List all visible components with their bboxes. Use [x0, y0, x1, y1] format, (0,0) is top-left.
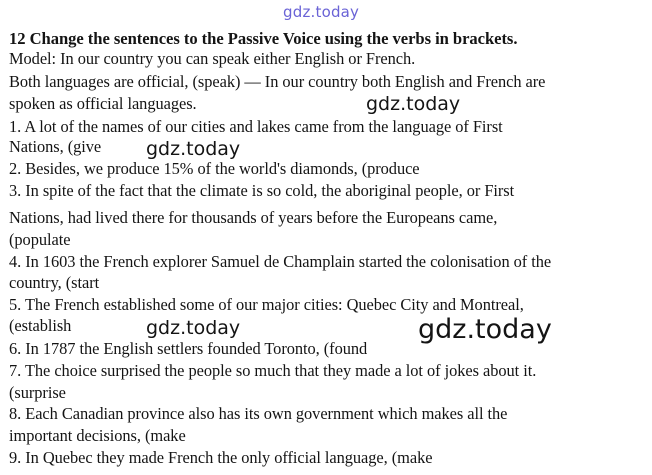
watermark-2: gdz.today [146, 138, 241, 160]
item-7-line-1: 7. The choice surprised the people so much that they made a lot of jokes about it. [9, 361, 537, 380]
item-5-line-1: 5. The French established some of our major cities: Quebec City and Montreal, [9, 295, 524, 314]
item-1-line-2: Nations, (give [9, 137, 102, 156]
watermark-top: gdz.today [283, 3, 360, 21]
item-8-line-1: 8. Each Canadian province also has its own government which makes all the [9, 404, 508, 423]
item-1-line-1: 1. A lot of the names of our cities and lakes came from the language of First [9, 117, 503, 136]
item-3-line-3: (populate [9, 230, 71, 249]
item-6-line-1: 6. In 1787 the English settlers founded Toronto, (found [9, 339, 368, 358]
item-4-line-1: 4. In 1603 the French explorer Samuel de Champlain started the colonisation of the [9, 252, 552, 271]
watermark-1: gdz.today [366, 93, 461, 115]
item-8-line-2: important decisions, (make [9, 426, 186, 445]
item-9-line-1: 9. In Quebec they made French the only official language, (make [9, 448, 433, 467]
item-4-line-2: country, (start [9, 273, 100, 292]
model-line: Model: In our country you can speak either English or French. [9, 49, 416, 68]
model-example-line: Both languages are official, (speak) — In our country both English and French are [9, 72, 546, 91]
exercise-title: 12 Change the sentences to the Passive Voice using the verbs in brackets. [9, 29, 518, 48]
item-2-line-1: 2. Besides, we produce 15% of the world's diamonds, (produce [9, 159, 420, 178]
item-3-line-1: 3. In spite of the fact that the climate is so cold, the aboriginal people, or First [9, 181, 515, 200]
item-5-line-2: (establish [9, 316, 72, 335]
model-answer-line: spoken as official languages. [9, 94, 197, 113]
item-3-line-2: Nations, had lived there for thousands of years before the Europeans came, [9, 208, 498, 227]
watermark-3: gdz.today [146, 317, 241, 339]
watermark-4: gdz.today [418, 314, 552, 345]
item-7-line-2: (surprise [9, 383, 66, 402]
